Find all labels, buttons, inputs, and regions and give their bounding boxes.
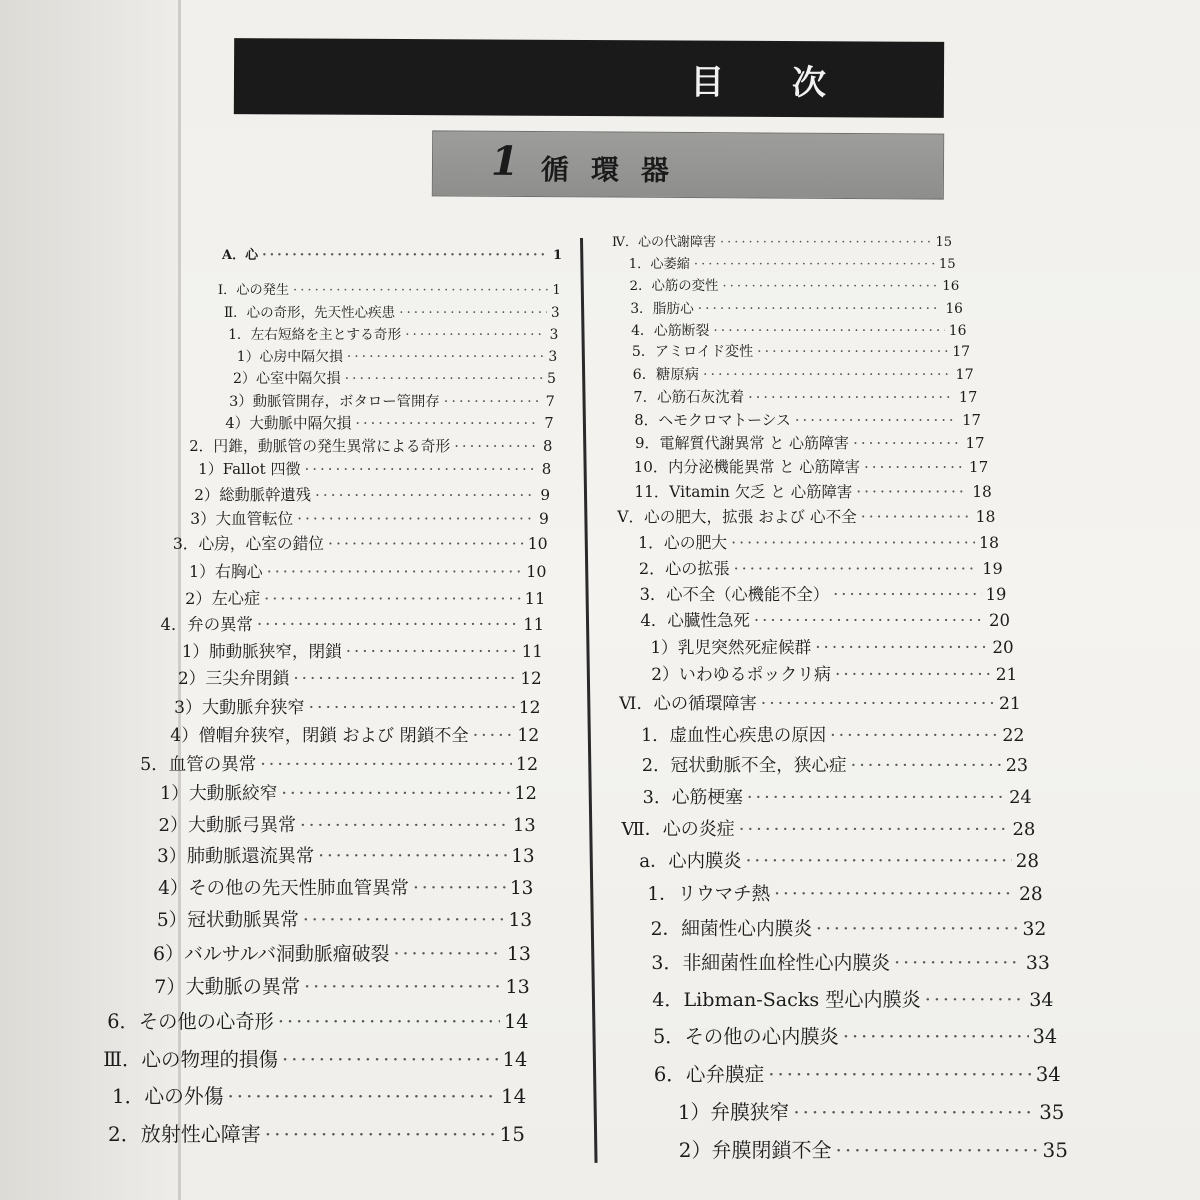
toc-entry-label: 3．脂肪心 — [630, 301, 694, 317]
toc-entry-label: 6．糖原病 — [632, 367, 699, 383]
toc-leader-dots — [405, 327, 545, 343]
toc-leader-dots — [309, 698, 515, 718]
toc-entry-label: 4．心臓性急死 — [640, 611, 750, 630]
toc-entry-page: 19 — [982, 559, 1003, 578]
toc-leader-dots — [830, 726, 998, 746]
toc-entry-label: 7．心筋石灰沈着 — [633, 390, 745, 406]
toc-entry-page: 34 — [1029, 988, 1054, 1011]
toc-entry — [189, 559, 546, 582]
toc-entry-label: Ⅱ．心の奇形，先天性心疾患 — [224, 305, 396, 321]
toc-entry — [651, 661, 1017, 685]
toc-entry — [198, 458, 551, 479]
toc-entry-label: 10．内分泌機能異常 と 心筋障害 — [633, 458, 860, 476]
chapter-title: 循環器 — [540, 153, 692, 188]
toc-entry-page: 15 — [499, 1122, 525, 1146]
toc-entry-page: 9 — [538, 510, 549, 528]
toc-entry-page: 34 — [1035, 1063, 1061, 1086]
toc-entry-label: 5．アミロイド変性 — [631, 344, 754, 360]
toc-entry-label: 2．心の拡張 — [638, 559, 730, 578]
toc-entry-page: 19 — [985, 585, 1007, 604]
toc-entry-page: 12 — [520, 668, 542, 688]
toc-entry — [653, 1021, 1057, 1049]
toc-entry-page: 18 — [972, 483, 992, 501]
toc-entry — [633, 364, 974, 384]
toc-leader-dots — [747, 787, 1005, 808]
toc-leader-dots — [473, 726, 514, 746]
toc-entry-label: Ⅳ．心の代謝障害 — [612, 235, 716, 250]
toc-leader-dots — [925, 988, 1025, 1011]
toc-entry-page: 10 — [527, 534, 548, 553]
toc-entry — [619, 689, 1021, 714]
toc-entry-label: 3）大動脈弁狭窄 — [174, 698, 305, 718]
toc-entry — [112, 1080, 526, 1109]
toc-leader-dots — [739, 819, 1009, 840]
toc-leader-dots — [355, 415, 540, 432]
toc-leader-dots — [815, 637, 988, 657]
toc-leader-dots — [260, 755, 512, 775]
toc-entry-label: 2．細菌性心内膜炎 — [650, 919, 813, 940]
toc-entry-label: 1）Fallot 四徴 — [198, 460, 301, 478]
toc-entry — [631, 319, 966, 339]
toc-entry-label: 5．その他の心内膜炎 — [653, 1025, 839, 1048]
toc-entry-label: Ⅴ．心の肥大，拡張 および 心不全 — [617, 508, 857, 526]
toc-leader-dots — [795, 412, 958, 429]
toc-entry-page: 17 — [965, 434, 985, 452]
toc-leader-dots — [300, 815, 509, 836]
chapter-number: 1 — [490, 137, 520, 185]
toc-entry — [103, 1044, 527, 1072]
toc-leader-dots — [303, 910, 505, 931]
toc-entry — [224, 301, 560, 321]
toc-entry-label: 3．非細菌性血栓性心内膜炎 — [651, 952, 891, 974]
toc-entry — [635, 432, 985, 453]
toc-leader-dots — [713, 323, 944, 339]
toc-leader-dots — [851, 756, 1002, 776]
toc-entry — [140, 751, 538, 776]
toc-leader-dots — [318, 846, 507, 867]
toc-entry-page: 16 — [945, 301, 963, 317]
toc-entry-page: 13 — [508, 910, 533, 931]
toc-entry — [633, 386, 977, 407]
toc-leader-dots — [454, 438, 539, 455]
toc-entry-page: 28 — [1015, 851, 1039, 872]
toc-leader-dots — [761, 694, 995, 714]
toc-entry-label: 3．心筋梗塞 — [642, 787, 743, 808]
toc-entry-label: 6）バルサルバ洞動脈瘤破裂 — [153, 943, 390, 965]
toc-entry-label: 2．冠状動脈不全，狭心症 — [641, 756, 847, 776]
toc-entry-page: 8 — [543, 438, 553, 455]
toc-entry-label: Ⅵ．心の循環障害 — [619, 694, 757, 714]
toc-entry-page: 15 — [935, 235, 952, 250]
toc-leader-dots — [734, 559, 979, 578]
toc-entry-page: 22 — [1002, 726, 1025, 746]
toc-entry — [639, 847, 1039, 873]
toc-entry — [654, 1058, 1061, 1087]
toc-leader-dots — [757, 344, 948, 360]
toc-entry-page: 17 — [952, 344, 971, 360]
toc-entry-label: 4）僧帽弁狭窄，閉鎖 および 閉鎖不全 — [170, 726, 469, 746]
toc-entry-label: 2．円錐，動脈管の発生異常による奇形 — [189, 438, 451, 455]
toc-entry — [185, 585, 545, 609]
toc-entry — [639, 555, 1003, 579]
toc-entry-page: 9 — [540, 486, 551, 504]
toc-entry-label: 5．血管の異常 — [140, 755, 257, 775]
toc-entry — [222, 244, 562, 263]
toc-entry-page: 17 — [962, 412, 981, 429]
toc-entry — [178, 665, 542, 689]
toc-entry-label: 2）大動脈弓異常 — [158, 815, 296, 836]
toc-entry-page: 13 — [511, 846, 535, 867]
toc-leader-dots — [861, 508, 972, 526]
toc-leader-dots — [746, 851, 1012, 872]
toc-entry-label: 6．心弁膜症 — [653, 1063, 765, 1086]
toc-entry-page: 17 — [958, 390, 978, 406]
toc-leader-dots — [304, 460, 537, 478]
toc-entry — [634, 480, 992, 502]
toc-entry-label: Ⅰ．心の発生 — [217, 283, 290, 298]
toc-entry-page: 8 — [541, 460, 552, 478]
toc-leader-dots — [393, 943, 502, 965]
toc-entry — [630, 275, 960, 294]
toc-entry — [651, 914, 1047, 941]
toc-entry — [194, 483, 550, 505]
toc-entry — [622, 815, 1036, 841]
toc-leader-dots — [853, 434, 961, 452]
toc-leader-dots — [698, 301, 942, 317]
toc-entry-page: 13 — [509, 878, 534, 899]
toc-entry-page: 17 — [955, 367, 974, 383]
toc-entry-page: 11 — [523, 615, 545, 634]
toc-entry-page: 28 — [1012, 819, 1036, 840]
toc-entry-label: 1）右胸心 — [189, 562, 263, 581]
toc-leader-dots — [793, 1101, 1035, 1124]
toc-entry — [612, 231, 952, 250]
toc-leader-dots — [836, 1138, 1039, 1162]
toc-entry-page: 11 — [521, 642, 543, 661]
toc-entry-label: A．心 — [222, 248, 259, 263]
toc-entry-page: 24 — [1009, 787, 1032, 808]
toc-entry-page: 16 — [942, 279, 960, 294]
toc-entry-label: 1）乳児突然死症候群 — [650, 637, 812, 657]
toc-entry — [651, 948, 1049, 975]
toc-entry-page: 7 — [544, 415, 554, 432]
toc-leader-dots — [731, 533, 975, 552]
toc-leader-dots — [694, 257, 935, 272]
toc-entry — [190, 507, 549, 529]
toc-entry-page: 23 — [1005, 756, 1029, 776]
toc-entry-label: 4．Libman-Sacks 型心内膜炎 — [652, 988, 921, 1011]
toc-entry — [634, 456, 989, 477]
toc-entry — [229, 390, 555, 411]
toc-leader-dots — [345, 371, 543, 387]
toc-entry — [647, 880, 1042, 906]
toc-entry-label: Ⅶ．心の炎症 — [621, 819, 735, 840]
toc-leader-dots — [894, 952, 1022, 974]
toc-entry-label: 1．心萎縮 — [628, 257, 690, 272]
toc-entry-page: 35 — [1039, 1101, 1065, 1124]
toc-entry-page: 21 — [998, 694, 1021, 714]
toc-entry-page: 16 — [948, 323, 967, 339]
toc-entry-label: 3）肺動脈還流異常 — [157, 846, 315, 867]
toc-entry — [161, 611, 545, 635]
toc-leader-dots — [768, 1063, 1032, 1086]
toc-entry-label: 2）いわゆるポックリ病 — [651, 664, 831, 684]
toc-entry-label: 1）弁膜狭窄 — [677, 1101, 790, 1124]
toc-entry-page: 20 — [988, 611, 1010, 630]
toc-entry — [642, 752, 1028, 777]
toc-entry — [174, 693, 540, 718]
toc-entry-label: 1）肺動脈狭窄，閉鎖 — [181, 642, 342, 661]
toc-leader-dots — [754, 611, 985, 630]
toc-entry — [237, 345, 557, 365]
toc-entry-label: 2．心筋の変性 — [629, 279, 719, 294]
toc-entry-label: 1．心の外傷 — [112, 1085, 224, 1108]
toc-leader-dots — [265, 1122, 496, 1146]
toc-entry-page: 5 — [547, 371, 557, 387]
toc-leader-dots — [278, 1010, 500, 1033]
toc-leader-dots — [816, 919, 1018, 940]
toc-entry-label: 1．リウマチ熱 — [647, 884, 771, 905]
toc-leader-dots — [413, 878, 506, 899]
toc-entry-label: 2）総動脈幹遺残 — [194, 486, 311, 504]
chapter-heading — [432, 130, 944, 199]
toc-entry-page: 12 — [518, 698, 541, 718]
toc-entry-page: 3 — [551, 305, 560, 321]
toc-entry — [189, 435, 552, 456]
toc-entry — [638, 530, 999, 553]
toc-entry-label: 2）左心症 — [185, 589, 261, 608]
toc-entry-label: 1）心房中隔欠損 — [236, 349, 343, 365]
toc-entry-label: 1．左右短絡を主とする奇形 — [228, 327, 402, 343]
toc-entry-label: 2．放射性心障害 — [108, 1122, 261, 1146]
toc-leader-dots — [835, 664, 992, 684]
toc-entry-label: 1．虚血性心疾患の原因 — [641, 726, 827, 746]
toc-entry-page: 1 — [552, 248, 562, 263]
toc-entry — [158, 874, 533, 900]
toc-leader-dots — [843, 1025, 1029, 1048]
toc-entry-label: 8．ヘモクロマトーシス — [634, 412, 791, 429]
toc-leader-dots — [281, 784, 510, 804]
toc-leader-dots — [720, 235, 931, 250]
toc-entry-page: 1 — [552, 283, 561, 298]
toc-leader-dots — [264, 589, 521, 608]
toc-entry-label: 2）弁膜閉鎖不全 — [678, 1138, 832, 1162]
toc-entry-page: 14 — [501, 1085, 527, 1108]
toc-entry — [652, 985, 1053, 1012]
toc-entry-page: 12 — [517, 726, 540, 746]
toc-entry — [225, 412, 553, 433]
toc-entry-label: 3）動脈管開存，ボタロー管開存 — [229, 394, 440, 410]
toc-entry-label: 5）冠状動脈異常 — [156, 910, 299, 931]
toc-entry — [157, 842, 534, 868]
toc-entry-page: 15 — [938, 257, 956, 272]
toc-entry — [233, 368, 556, 388]
toc-entry-page: 34 — [1032, 1025, 1058, 1048]
toc-entry-page: 12 — [514, 784, 537, 804]
toc-entry-label: a．心内膜炎 — [639, 851, 742, 872]
toc-entry-label: 4）大動脈中隔欠損 — [225, 415, 352, 432]
toc-leader-dots — [267, 562, 523, 581]
toc-entry-page: 14 — [502, 1048, 528, 1071]
toc-entry-label: Ⅲ．心の物理的損傷 — [103, 1048, 278, 1071]
toc-entry — [617, 505, 995, 527]
toc-entry-label: 1）大動脈絞窄 — [160, 784, 278, 804]
toc-entry — [640, 607, 1010, 631]
toc-entry-page: 17 — [968, 458, 989, 476]
toc-leader-dots — [293, 283, 548, 298]
toc-entry — [107, 1006, 528, 1034]
toc-leader-dots — [399, 305, 547, 321]
toc-entry-page: 3 — [549, 327, 559, 343]
toc-entry-label: 3．心不全（心機能不全） — [639, 585, 830, 604]
toc-entry — [159, 811, 536, 837]
toc-entry-page: 7 — [545, 394, 555, 410]
toc-leader-dots — [262, 248, 549, 263]
toc-leader-dots — [228, 1085, 498, 1108]
toc-entry-page: 3 — [548, 349, 558, 365]
toc-leader-dots — [346, 642, 518, 661]
toc-leader-dots — [703, 367, 952, 383]
toc-leader-dots — [774, 884, 1015, 905]
toc-entry-page: 11 — [524, 589, 546, 608]
toc-entry-label: 9．電解質代謝異常 と 心筋障害 — [634, 434, 850, 452]
toc-entry-page: 32 — [1022, 919, 1047, 940]
toc-leader-dots — [748, 390, 955, 406]
toc-entry-label: 6．その他の心奇形 — [107, 1010, 274, 1033]
toc-leader-dots — [328, 534, 524, 553]
toc-entry-label: 4）その他の先天性肺血管異常 — [158, 878, 409, 899]
toc-entry-label: 2）三尖弁閉鎖 — [177, 668, 290, 688]
toc-entry-page: 28 — [1019, 884, 1043, 905]
toc-entry — [641, 721, 1024, 746]
toc-entry — [228, 323, 558, 343]
toc-entry-page: 14 — [504, 1010, 529, 1033]
toc-entry — [182, 638, 543, 662]
toc-entry-page: 35 — [1042, 1138, 1068, 1162]
toc-entry-label: 3）大血管転位 — [190, 510, 294, 528]
toc-entry — [154, 972, 530, 999]
toc-entry — [629, 253, 956, 272]
toc-entry — [170, 721, 539, 746]
toc-entry-label: 7）大動脈の異常 — [154, 975, 301, 998]
toc-leader-dots — [282, 1048, 499, 1071]
toc-entry — [630, 297, 963, 317]
toc-entry-label: 11．Vitamin 欠乏 と 心筋障害 — [634, 483, 853, 501]
toc-entry-label: 4．弁の異常 — [160, 615, 253, 634]
toc-entry-page: 18 — [975, 508, 996, 526]
toc-entry-label: 4．心筋断裂 — [631, 323, 710, 339]
toc-leader-dots — [833, 585, 982, 604]
toc-leader-dots — [257, 615, 519, 634]
toc-entry-page: 13 — [506, 943, 531, 965]
toc-entry-label: 2）心室中隔欠損 — [232, 371, 341, 387]
toc-leader-dots — [297, 510, 535, 528]
toc-entry-page: 13 — [505, 975, 530, 998]
toc-entry — [157, 906, 532, 932]
toc-leader-dots — [304, 975, 501, 998]
toc-entry — [634, 409, 981, 430]
toc-leader-dots — [347, 349, 545, 365]
toc-entry — [679, 1134, 1068, 1163]
toc-entry-page: 12 — [515, 755, 539, 775]
toc-leader-dots — [444, 394, 542, 410]
toc-entry-page: 21 — [995, 664, 1018, 684]
toc-entry-page: 10 — [526, 562, 547, 581]
toc-entry-label: 1．心の肥大 — [638, 533, 728, 552]
toc-entry — [640, 581, 1007, 605]
toc-entry-page: 13 — [512, 815, 536, 836]
toc-entry — [160, 780, 537, 805]
toc-header-bar — [234, 38, 944, 118]
toc-entry — [153, 939, 531, 966]
toc-entry — [218, 279, 561, 298]
toc-entry-page: 20 — [992, 637, 1014, 657]
toc-leader-dots — [293, 668, 516, 688]
toc-entry — [108, 1118, 525, 1147]
toc-leader-dots — [856, 483, 968, 501]
toc-entry-page: 33 — [1025, 952, 1050, 974]
toc-header-title: 目 次 — [690, 62, 855, 104]
toc-leader-dots — [864, 458, 965, 476]
toc-entry-page: 18 — [979, 533, 1000, 552]
toc-entry-label: 3．心房，心室の錯位 — [172, 534, 324, 553]
toc-entry — [173, 532, 548, 554]
toc-entry — [632, 341, 970, 361]
toc-leader-dots — [722, 279, 938, 294]
toc-leader-dots — [315, 486, 536, 504]
toc-entry — [678, 1096, 1065, 1125]
toc-entry — [643, 784, 1032, 809]
toc-entry — [650, 634, 1013, 658]
